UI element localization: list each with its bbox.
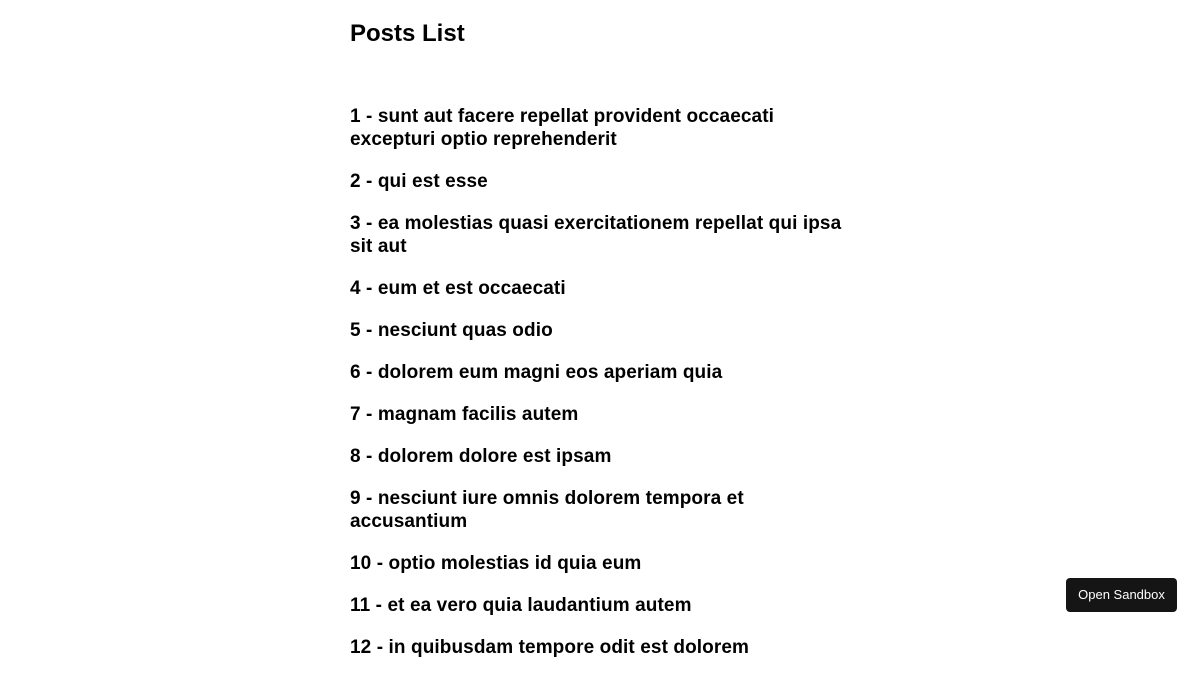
post-title: 1 - sunt aut facere repellat provident occaecati excepturi optio reprehenderit	[350, 106, 774, 150]
main-content	[350, 0, 860, 678]
post-title: 6 - dolorem eum magni eos aperiam quia	[350, 362, 723, 383]
post-title: 8 - dolorem dolore est ipsam	[350, 446, 612, 467]
post-title: 7 - magnam facilis autem	[350, 404, 579, 425]
post-title: 4 - eum et est occaecati	[350, 278, 566, 299]
list-item	[350, 594, 860, 617]
page-title: Posts List	[350, 20, 465, 47]
list-item	[350, 445, 860, 468]
post-title: 12 - in quibusdam tempore odit est dolorem	[350, 637, 750, 658]
list-item	[350, 277, 860, 300]
post-title: 11 - et ea vero quia laudantium autem	[350, 595, 692, 616]
open-sandbox-button[interactable]: Open Sandbox	[1066, 578, 1177, 612]
list-item	[350, 105, 860, 151]
post-title: 10 - optio molestias id quia eum	[350, 553, 642, 574]
list-item	[350, 552, 860, 575]
list-item	[350, 212, 860, 258]
posts-list	[350, 105, 860, 659]
list-item	[350, 361, 860, 384]
post-title: 2 - qui est esse	[350, 171, 488, 192]
list-item	[350, 403, 860, 426]
list-item	[350, 487, 860, 533]
list-item	[350, 170, 860, 193]
post-title: 5 - nesciunt quas odio	[350, 320, 553, 341]
post-title: 3 - ea molestias quasi exercitationem repellat qui ipsa sit aut	[350, 213, 842, 257]
post-title: 9 - nesciunt iure omnis dolorem tempora et accusantium	[350, 488, 744, 532]
list-item	[350, 636, 860, 659]
list-item	[350, 319, 860, 342]
